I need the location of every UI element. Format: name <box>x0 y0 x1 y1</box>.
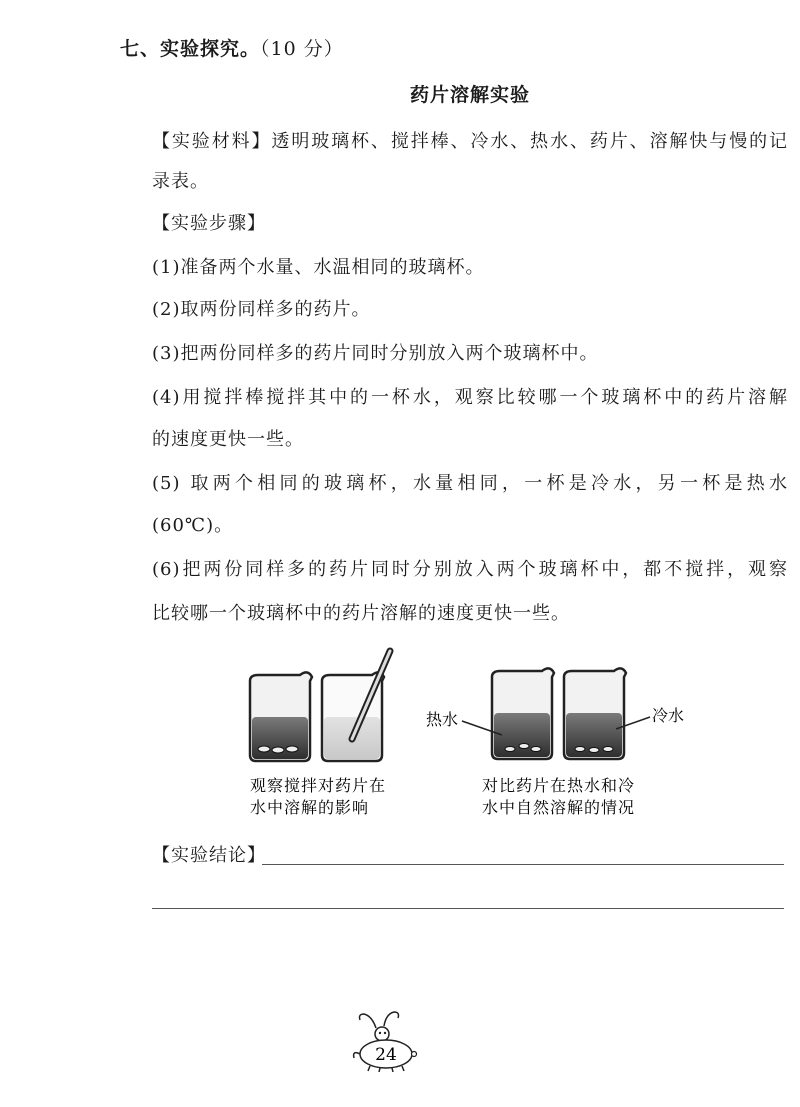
page-number: 24 <box>375 1045 397 1065</box>
steps-label: 【实验步骤】 <box>152 213 266 234</box>
experiment-title: 药片溶解实验 <box>409 84 530 106</box>
step-6-line-2: 比较哪一个玻璃杯中的药片溶解的速度更快一些。 <box>152 603 570 624</box>
step-3: (3)把两份同样多的药片同时分别放入两个玻璃杯中。 <box>152 343 599 364</box>
materials-line-2: 录表。 <box>152 171 209 192</box>
section-heading-text: 七、实验探究。 <box>120 38 261 60</box>
section-points: （10 分） <box>260 38 344 60</box>
experiment-figure <box>240 645 730 825</box>
caption-right-1: 对比药片在热水和冷 <box>482 776 636 795</box>
beaker-unstirred <box>250 672 312 761</box>
step-5-line-1: (5) 取两个相同的玻璃杯，水量相同，一杯是冷水，另一杯是热水 <box>152 473 788 494</box>
answer-line-2[interactable] <box>152 908 784 909</box>
step-4-line-2: 的速度更快一些。 <box>152 429 304 450</box>
step-2: (2)取两份同样多的药片。 <box>152 299 371 320</box>
conclusion-label: 【实验结论】 <box>152 845 266 866</box>
beaker-cold-water <box>564 668 626 759</box>
tablets-left-1 <box>258 746 298 753</box>
tablets-cold <box>575 747 613 753</box>
section-heading <box>120 34 344 61</box>
beaker-stirred <box>322 651 390 761</box>
materials-label: 【实验材料】 <box>152 131 272 152</box>
answer-line-1[interactable] <box>262 864 784 865</box>
materials-text-1: 透明玻璃杯、搅拌棒、冷水、热水、药片、溶解快与慢的记 <box>271 131 788 152</box>
step-5-line-2: (60℃)。 <box>152 515 234 536</box>
materials-line-1 <box>152 122 788 162</box>
step-6-line-1: (6)把两份同样多的药片同时分别放入两个玻璃杯中，都不搅拌，观察 <box>152 559 788 580</box>
caption-right-2: 水中自然溶解的情况 <box>482 798 636 817</box>
step-4-line-1: (4)用搅拌棒搅拌其中的一杯水，观察比较哪一个玻璃杯中的药片溶解 <box>152 387 788 408</box>
label-hot-water: 热水 <box>426 710 459 729</box>
page-number-badge <box>346 1008 426 1072</box>
caption-left-2: 水中溶解的影响 <box>250 798 370 817</box>
step-1: (1)准备两个水量、水温相同的玻璃杯。 <box>152 257 485 278</box>
label-cold-water: 冷水 <box>652 706 685 725</box>
caption-left-1: 观察搅拌对药片在 <box>250 776 387 795</box>
beaker-hot-water <box>492 668 554 759</box>
